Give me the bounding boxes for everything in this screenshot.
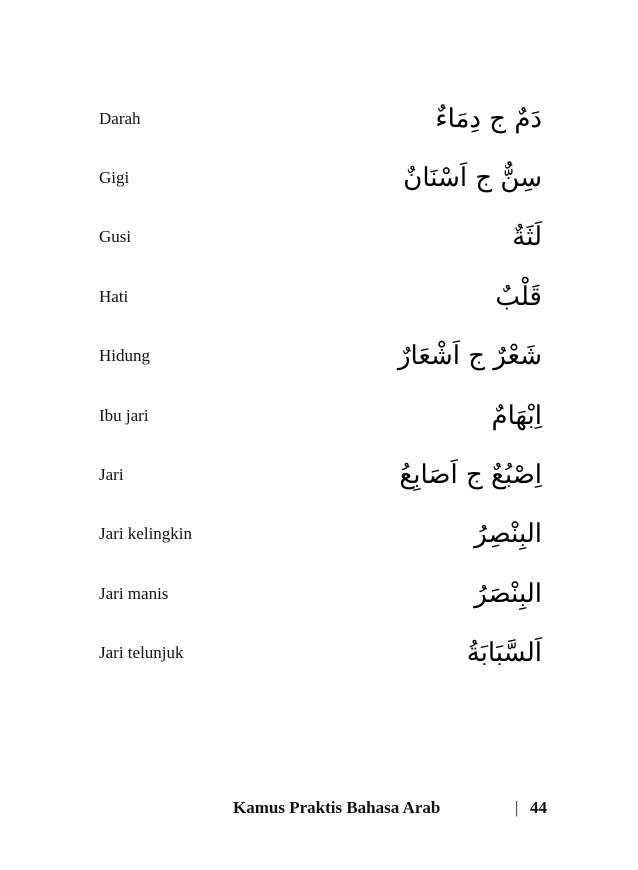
vocabulary-entry (0, 99, 638, 139)
vocabulary-entry (0, 217, 638, 257)
vocabulary-entry (0, 633, 638, 673)
indonesian-word: Jari manis (99, 584, 169, 603)
arabic-word: سِنٌّ ج اَسْنَانٌ (403, 163, 542, 193)
indonesian-word: Darah (99, 109, 141, 128)
arabic-word: اِبْهَامٌ (491, 401, 542, 431)
page-number: 44 (530, 798, 547, 817)
vocabulary-entry (0, 277, 638, 317)
indonesian-word: Jari (99, 465, 124, 484)
arabic-word: البِنْصِرُ (474, 519, 542, 549)
vocabulary-entry (0, 336, 638, 376)
arabic-word: البِنْصَرُ (474, 579, 542, 609)
arabic-word: اَلسَّبَابَةُ (466, 638, 542, 668)
indonesian-word: Hidung (99, 346, 150, 365)
arabic-word: دَمٌ ج دِمَاءٌ (435, 104, 542, 134)
vocabulary-entry (0, 514, 638, 554)
arabic-word: لَثَةٌ (512, 222, 542, 252)
indonesian-word: Hati (99, 287, 129, 306)
page-footer (0, 794, 638, 822)
vocabulary-entry (0, 574, 638, 614)
indonesian-word: Gusi (99, 227, 132, 246)
book-title: Kamus Praktis Bahasa Arab (233, 798, 441, 817)
arabic-word: شَعْرٌ ج اَشْعَارٌ (397, 341, 542, 371)
vocabulary-entry (0, 396, 638, 436)
arabic-word: قَلْبٌ (495, 282, 542, 312)
vocabulary-entry (0, 455, 638, 495)
indonesian-word: Gigi (99, 168, 130, 187)
footer-separator: | (515, 798, 519, 817)
arabic-word: اِصْبُعٌ ج اَصَابِعُ (399, 460, 542, 490)
indonesian-word: Jari kelingkin (99, 524, 193, 543)
vocabulary-entry (0, 158, 638, 198)
indonesian-word: Ibu jari (99, 406, 149, 425)
indonesian-word: Jari telunjuk (99, 643, 184, 662)
